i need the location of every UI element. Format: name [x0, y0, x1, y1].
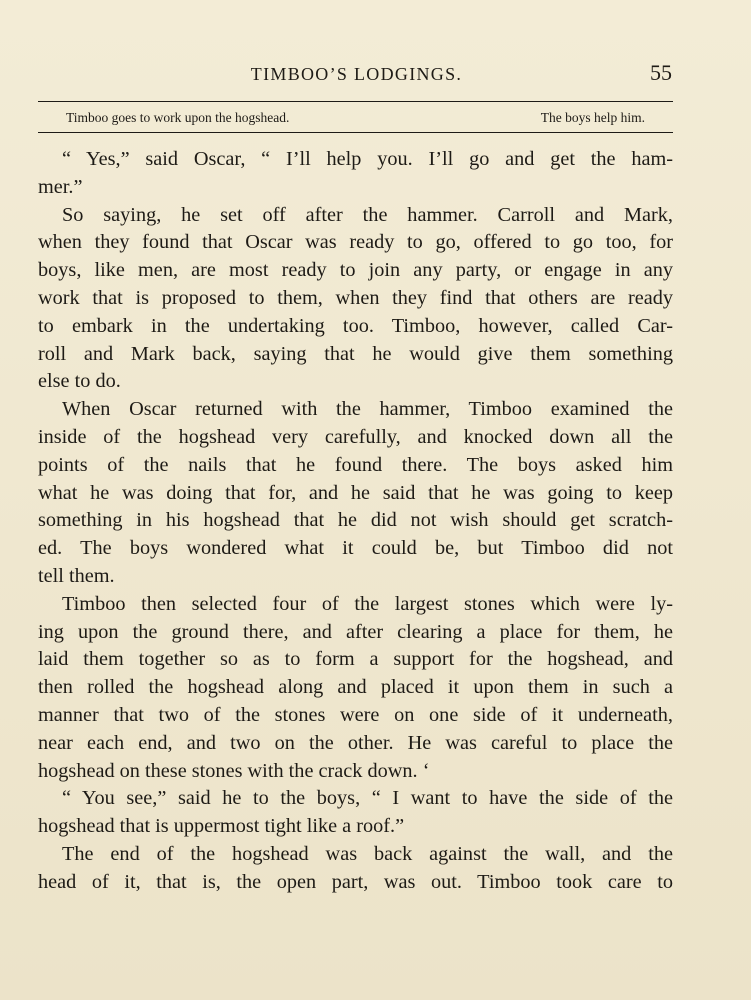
text-line: The end of the hogshead was back against the wall, and the: [62, 842, 673, 865]
text-line: When Oscar returned with the hammer, Timboo examined the: [62, 398, 673, 421]
text-line: work that is proposed to them, when they find that others are ready: [38, 286, 673, 309]
text-line: ed. The boys wondered what it could be, but Timboo did not: [38, 537, 673, 560]
text-line: mer.”: [38, 175, 83, 198]
text-line: manner that two of the stones were on one side of it underneath,: [38, 703, 673, 726]
text-line: hogshead that is uppermost tight like a roof.”: [38, 815, 405, 838]
running-title: TIMBOO’S LODGINGS.: [250, 64, 463, 84]
text-line: So saying, he set off after the hammer. Carroll and Mark,: [62, 203, 673, 226]
subheading: [66, 110, 645, 126]
text-line: “ Yes,” said Oscar, “ I’ll help you. I’ll go and get the ham-: [62, 148, 673, 170]
text-line: “ You see,” said he to the boys, “ I want to have the side of the: [62, 787, 673, 810]
text-line: what he was doing that for, and he said that he was going to keep: [38, 481, 673, 504]
subheading-left: Timboo goes to work upon the hogshead.: [66, 110, 290, 125]
text-line: points of the nails that he found there. The boys asked him: [38, 453, 673, 476]
text-line: head of it, that is, the open part, was out. Timboo took care to: [38, 870, 673, 893]
text-line: hogshead on these stones with the crack down. ‘: [38, 759, 430, 782]
subheading-right: The boys help him.: [540, 110, 645, 125]
text-line: laid them together so as to form a support for the hogshead, and: [38, 648, 673, 671]
text-line: near each end, and two on the other. He was careful to place the: [38, 731, 673, 754]
header-rule: [38, 101, 673, 102]
text-line: something in his hogshead that he did not wish should get scratch-: [38, 509, 673, 532]
body-text: [38, 146, 673, 897]
text-line: boys, like men, are most ready to join any party, or engage in any: [38, 259, 673, 282]
text-line: then rolled the hogshead along and placed it upon them in such a: [38, 676, 673, 699]
running-header: [38, 60, 675, 90]
subheading-rule: [38, 132, 673, 133]
text-line: tell them.: [38, 564, 115, 587]
page-number: 55: [650, 60, 672, 85]
text-line: inside of the hogshead very carefully, and knocked down all the: [38, 425, 673, 448]
text-line: else to do.: [38, 370, 121, 393]
text-line: when they found that Oscar was ready to go, offered to go too, for: [38, 231, 673, 254]
text-line: roll and Mark back, saying that he would give them something: [38, 342, 673, 365]
text-line: to embark in the undertaking too. Timboo, however, called Car-: [38, 314, 673, 337]
text-line: Timboo then selected four of the largest stones which were ly-: [62, 592, 673, 615]
text-line: ing upon the ground there, and after clearing a place for them, he: [38, 620, 673, 643]
